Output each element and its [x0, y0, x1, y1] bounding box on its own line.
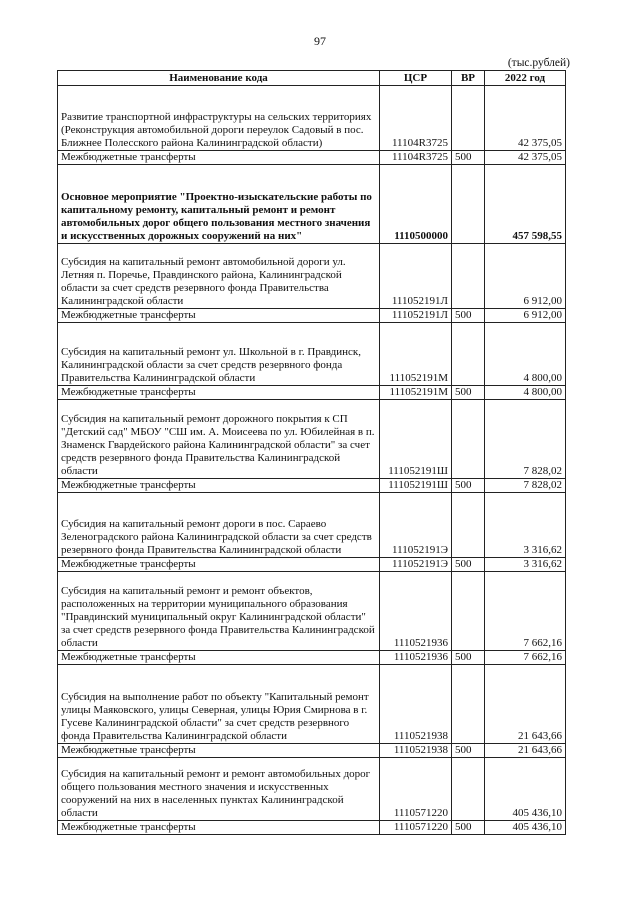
table-row — [58, 558, 566, 572]
row-amount: 42 375,05 — [485, 86, 566, 151]
table-header-row — [58, 71, 566, 86]
table-row — [58, 244, 566, 309]
table-row — [58, 400, 566, 479]
header-name: Наименование кода — [58, 71, 380, 86]
row-csr: 1110521936 — [380, 651, 452, 665]
row-amount: 3 316,62 — [485, 493, 566, 558]
row-name: Субсидия на капитальный ремонт автомобильной дороги ул. Летняя п. Поречье, Правдинского района, Калининградской области за счет средств резервного фонда Правительства Калининградской области — [58, 244, 380, 309]
row-amount: 457 598,55 — [485, 165, 566, 244]
row-name: Межбюджетные трансферты — [58, 558, 380, 572]
row-csr: 11104R3725 — [380, 151, 452, 165]
row-name: Межбюджетные трансферты — [58, 386, 380, 400]
table-row — [58, 572, 566, 651]
row-vr — [452, 165, 485, 244]
table-row — [58, 493, 566, 558]
row-csr: 1110521938 — [380, 665, 452, 744]
row-name: Межбюджетные трансферты — [58, 651, 380, 665]
row-csr: 111052191Л — [380, 244, 452, 309]
row-vr: 500 — [452, 479, 485, 493]
header-csr: ЦСР — [380, 71, 452, 86]
row-vr: 500 — [452, 821, 485, 835]
row-name: Субсидия на капитальный ремонт и ремонт объектов, расположенных на территории муниципального образования "Правдинский муниципальный округ Калининградской области" за счет средств резервного фонда Правительства Калининградской области — [58, 572, 380, 651]
table-row — [58, 758, 566, 821]
row-name: Основное мероприятие "Проектно-изыскательские работы по капитальному ремонту, капитальный ремонт и ремонт автомобильных дорог общего пользования местного значения и искусственных дорожных сооружений на них" — [58, 165, 380, 244]
row-amount: 42 375,05 — [485, 151, 566, 165]
row-name: Межбюджетные трансферты — [58, 821, 380, 835]
row-amount: 7 828,02 — [485, 400, 566, 479]
row-name: Субсидия на капитальный ремонт дороги в пос. Сараево Зеленоградского района Калининградской области за счет средств резервного фонда Правительства Калининградской области — [58, 493, 380, 558]
row-amount: 7 662,16 — [485, 572, 566, 651]
row-vr: 500 — [452, 309, 485, 323]
table-row — [58, 386, 566, 400]
row-csr: 111052191Э — [380, 558, 452, 572]
row-name: Межбюджетные трансферты — [58, 744, 380, 758]
row-name: Развитие транспортной инфраструктуры на сельских территориях (Реконструкция автомобильной дороги переулок Садовый в пос. Ближнее Полесского района Калининградской области) — [58, 86, 380, 151]
units-label: (тыс.рублей) — [507, 57, 570, 69]
row-vr — [452, 493, 485, 558]
row-name: Субсидия на капитальный ремонт дорожного покрытия к СП "Детский сад" МБОУ "СШ им. А. Моисеева по ул. Юбилейная в п. Знаменск Гвардейского района Калининградской области" за счет средств резервного фонда Правительства Калининградской области — [58, 400, 380, 479]
row-csr: 1110521938 — [380, 744, 452, 758]
row-name: Межбюджетные трансферты — [58, 309, 380, 323]
budget-table — [57, 70, 566, 835]
row-csr: 111052191М — [380, 323, 452, 386]
row-csr: 11104R3725 — [380, 86, 452, 151]
row-amount: 405 436,10 — [485, 758, 566, 821]
page-number: 97 — [314, 34, 326, 48]
table-row — [58, 744, 566, 758]
table-row — [58, 165, 566, 244]
row-vr: 500 — [452, 558, 485, 572]
header-vr: ВР — [452, 71, 485, 86]
row-csr: 1110500000 — [380, 165, 452, 244]
row-name: Субсидия на капитальный ремонт и ремонт автомобильных дорог общего пользования местного значения и искусственных сооружений на них в населенных пунктах Калининградской области — [58, 758, 380, 821]
row-csr: 111052191М — [380, 386, 452, 400]
row-amount: 405 436,10 — [485, 821, 566, 835]
row-csr: 1110571220 — [380, 758, 452, 821]
row-amount: 7 662,16 — [485, 651, 566, 665]
table-row — [58, 651, 566, 665]
row-name: Субсидия на выполнение работ по объекту "Капитальный ремонт улицы Маяковского, улицы Северная, улицы Юрия Смирнова в г. Гусеве Калининградской области" за счет средств резервного фонда Правительства Калининградской области — [58, 665, 380, 744]
row-name: Межбюджетные трансферты — [58, 479, 380, 493]
row-vr — [452, 665, 485, 744]
table-row — [58, 821, 566, 835]
row-vr: 500 — [452, 651, 485, 665]
row-vr — [452, 86, 485, 151]
row-vr — [452, 758, 485, 821]
row-csr: 111052191Л — [380, 309, 452, 323]
row-amount: 7 828,02 — [485, 479, 566, 493]
row-csr: 111052191Э — [380, 493, 452, 558]
row-amount: 6 912,00 — [485, 244, 566, 309]
row-vr — [452, 400, 485, 479]
row-amount: 21 643,66 — [485, 744, 566, 758]
row-vr: 500 — [452, 744, 485, 758]
row-vr — [452, 323, 485, 386]
row-vr — [452, 572, 485, 651]
row-vr — [452, 244, 485, 309]
row-csr: 1110571220 — [380, 821, 452, 835]
row-amount: 3 316,62 — [485, 558, 566, 572]
row-amount: 21 643,66 — [485, 665, 566, 744]
table-row — [58, 323, 566, 386]
table-row — [58, 151, 566, 165]
table-row — [58, 86, 566, 151]
row-vr: 500 — [452, 386, 485, 400]
row-amount: 4 800,00 — [485, 323, 566, 386]
row-vr: 500 — [452, 151, 485, 165]
table-row — [58, 479, 566, 493]
row-amount: 6 912,00 — [485, 309, 566, 323]
row-name: Межбюджетные трансферты — [58, 151, 380, 165]
row-csr: 111052191Ш — [380, 400, 452, 479]
table-row — [58, 665, 566, 744]
table-row — [58, 309, 566, 323]
row-amount: 4 800,00 — [485, 386, 566, 400]
header-year: 2022 год — [485, 71, 566, 86]
row-name: Субсидия на капитальный ремонт ул. Школьной в г. Правдинск, Калининградской области за счет средств резервного фонда Правительства Калининградской области — [58, 323, 380, 386]
row-csr: 1110521936 — [380, 572, 452, 651]
row-csr: 111052191Ш — [380, 479, 452, 493]
